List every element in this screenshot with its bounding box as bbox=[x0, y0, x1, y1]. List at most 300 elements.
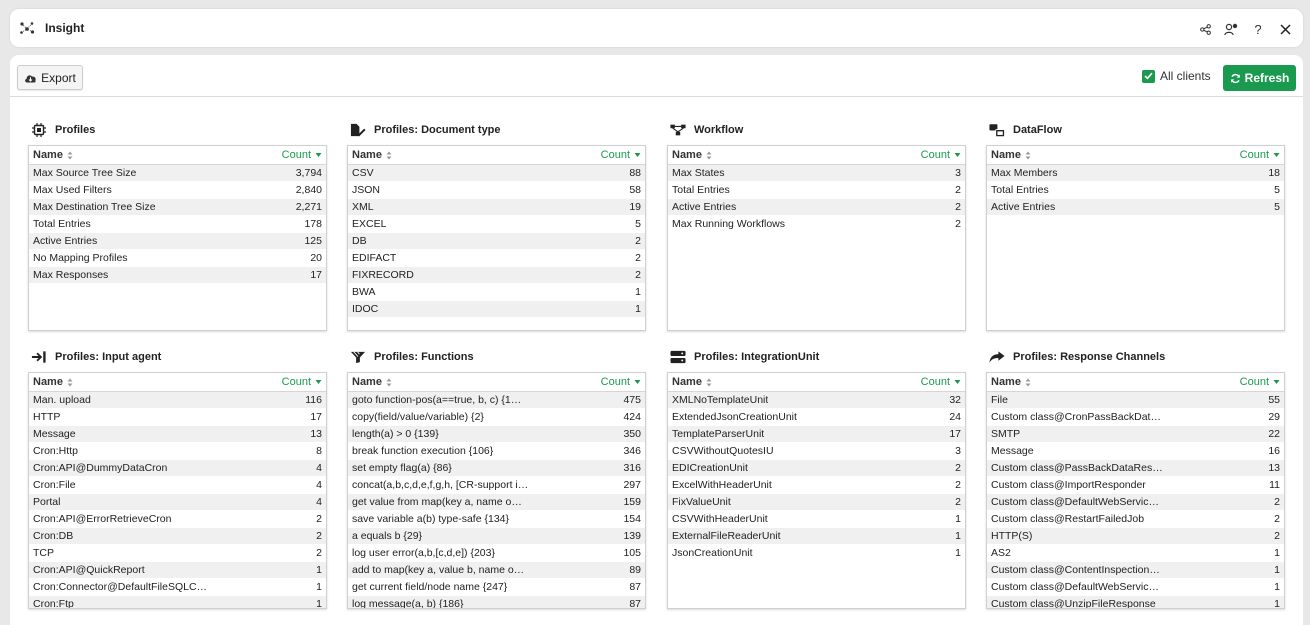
count-column-header[interactable]: Count bbox=[1240, 149, 1280, 161]
row-count: 2 bbox=[635, 235, 641, 247]
row-count: 2,271 bbox=[295, 201, 322, 213]
row-count: 4 bbox=[316, 479, 322, 491]
row-count: 350 bbox=[623, 428, 641, 440]
table-header bbox=[29, 373, 326, 392]
table-row[interactable] bbox=[987, 562, 1284, 579]
row-count: 4 bbox=[316, 496, 322, 508]
sort-icon bbox=[386, 378, 392, 387]
table-row[interactable] bbox=[668, 477, 965, 494]
count-column-header[interactable]: Count bbox=[601, 149, 641, 161]
count-column-header[interactable]: Count bbox=[921, 376, 961, 388]
row-name: Message bbox=[33, 428, 76, 440]
row-name: a equals b {29} bbox=[352, 530, 423, 542]
sort-desc-icon bbox=[1273, 379, 1280, 385]
row-name: Custom class@RestartFailedJob bbox=[991, 513, 1145, 525]
data-table bbox=[28, 145, 327, 331]
row-count: 1 bbox=[955, 547, 961, 559]
row-name: TemplateParserUnit bbox=[672, 428, 765, 440]
table-row[interactable] bbox=[668, 426, 965, 443]
row-count: 2 bbox=[316, 547, 322, 559]
table-row[interactable] bbox=[29, 477, 326, 494]
table-row[interactable] bbox=[668, 460, 965, 477]
table-row[interactable] bbox=[29, 250, 326, 267]
row-name: ExcelWithHeaderUnit bbox=[672, 479, 772, 491]
row-name: HTTP(S) bbox=[991, 530, 1033, 542]
panel-title: Profiles: Document type bbox=[374, 124, 501, 136]
row-name: Total Entries bbox=[991, 184, 1049, 196]
row-count: 5 bbox=[1274, 201, 1280, 213]
row-name: EDICreationUnit bbox=[672, 462, 748, 474]
network-nodes-icon bbox=[19, 21, 35, 35]
row-count: 4 bbox=[316, 462, 322, 474]
row-count: 125 bbox=[304, 235, 322, 247]
table-header bbox=[668, 146, 965, 165]
table-row[interactable] bbox=[29, 216, 326, 233]
row-name: Custom class@UnzipFileResponse bbox=[991, 598, 1156, 609]
table-row[interactable] bbox=[348, 494, 645, 511]
row-count: 11 bbox=[1269, 479, 1280, 491]
row-count: 5 bbox=[1274, 184, 1280, 196]
table-header bbox=[348, 373, 645, 392]
close-icon bbox=[1280, 24, 1291, 35]
table-row[interactable] bbox=[987, 426, 1284, 443]
table-row[interactable] bbox=[348, 250, 645, 267]
row-count: 154 bbox=[623, 513, 641, 525]
row-name: save variable a(b) type-safe {134} bbox=[352, 513, 510, 525]
table-row[interactable] bbox=[668, 409, 965, 426]
row-name: set empty flag(a) {86} bbox=[352, 462, 452, 474]
table-row[interactable] bbox=[348, 182, 645, 199]
row-count: 55 bbox=[1268, 394, 1280, 406]
table-row[interactable] bbox=[987, 477, 1284, 494]
row-name: Custom class@DefaultWebServic… bbox=[991, 496, 1160, 508]
row-count: 88 bbox=[629, 167, 641, 179]
table-row[interactable] bbox=[29, 562, 326, 579]
row-name: Cron:Ftp bbox=[33, 598, 74, 609]
row-name: BWA bbox=[352, 286, 376, 298]
row-count: 1 bbox=[316, 564, 322, 576]
row-count: 22 bbox=[1268, 428, 1280, 440]
row-name: log message(a, b) {186} bbox=[352, 598, 464, 609]
refresh-icon bbox=[1230, 73, 1241, 84]
row-name: Max Used Filters bbox=[33, 184, 112, 196]
table-row[interactable] bbox=[668, 216, 965, 233]
data-table bbox=[667, 145, 966, 331]
row-count: 87 bbox=[629, 598, 641, 609]
table-row[interactable] bbox=[348, 392, 645, 409]
table-row[interactable] bbox=[29, 392, 326, 409]
sort-desc-icon bbox=[315, 152, 322, 158]
table-row[interactable] bbox=[668, 494, 965, 511]
row-count: 297 bbox=[623, 479, 641, 491]
row-name: concat(a,b,c,d,e,f,g,h, [CR-support i… bbox=[352, 479, 529, 491]
table-row[interactable] bbox=[348, 562, 645, 579]
row-name: DB bbox=[352, 235, 367, 247]
sort-icon bbox=[1025, 378, 1031, 387]
count-column-header[interactable]: Count bbox=[921, 149, 961, 161]
row-name: FIXRECORD bbox=[352, 269, 414, 281]
checkmark-icon bbox=[1144, 72, 1153, 80]
row-count: 1 bbox=[955, 513, 961, 525]
table-row[interactable] bbox=[348, 301, 645, 318]
table-row[interactable] bbox=[348, 511, 645, 528]
row-count: 1 bbox=[955, 530, 961, 542]
row-name: Max Destination Tree Size bbox=[33, 201, 156, 213]
filter-icon bbox=[350, 350, 366, 364]
data-table bbox=[667, 372, 966, 609]
sort-desc-icon bbox=[1273, 152, 1280, 158]
row-name: TCP bbox=[33, 547, 54, 559]
row-count: 17 bbox=[949, 428, 961, 440]
table-row[interactable] bbox=[668, 165, 965, 182]
data-table bbox=[347, 145, 646, 331]
title-bar bbox=[10, 9, 1303, 47]
refresh-label: Refresh bbox=[1244, 71, 1290, 85]
table-row[interactable] bbox=[348, 426, 645, 443]
name-column-header[interactable]: Name bbox=[33, 149, 73, 161]
row-count: 316 bbox=[623, 462, 641, 474]
table-row[interactable] bbox=[987, 443, 1284, 460]
panel-title: Profiles bbox=[55, 124, 96, 136]
table-row[interactable] bbox=[668, 182, 965, 199]
refresh-button[interactable] bbox=[1223, 65, 1296, 91]
row-name: CSV bbox=[352, 167, 374, 179]
name-column-header[interactable]: Name bbox=[991, 376, 1031, 388]
data-table bbox=[28, 372, 327, 609]
row-count: 18 bbox=[1268, 167, 1280, 179]
row-name: JSON bbox=[352, 184, 381, 196]
count-column-header[interactable]: Count bbox=[601, 376, 641, 388]
row-name: XMLNoTemplateUnit bbox=[672, 394, 769, 406]
table-header bbox=[668, 373, 965, 392]
row-count: 2 bbox=[1274, 530, 1280, 542]
row-count: 2 bbox=[316, 530, 322, 542]
name-column-header[interactable]: Name bbox=[352, 149, 392, 161]
sort-desc-icon bbox=[954, 152, 961, 158]
table-row[interactable] bbox=[29, 267, 326, 284]
sort-desc-icon bbox=[954, 379, 961, 385]
table-row[interactable] bbox=[348, 596, 645, 609]
window-title: Insight bbox=[45, 21, 85, 35]
row-count: 105 bbox=[623, 547, 641, 559]
panel-dataflow bbox=[986, 119, 1285, 331]
row-name: Active Entries bbox=[33, 235, 98, 247]
row-count: 1 bbox=[1274, 564, 1280, 576]
sort-desc-icon bbox=[315, 379, 322, 385]
table-row[interactable] bbox=[987, 511, 1284, 528]
help-icon: ? bbox=[1254, 21, 1262, 37]
toolbar bbox=[10, 55, 1303, 97]
all-clients-label: All clients bbox=[1160, 69, 1211, 83]
user-settings-button[interactable] bbox=[1222, 20, 1240, 38]
row-name: Man. upload bbox=[33, 394, 91, 406]
table-row[interactable] bbox=[987, 182, 1284, 199]
row-name: EXCEL bbox=[352, 218, 387, 230]
row-count: 58 bbox=[629, 184, 641, 196]
row-name: Cron:File bbox=[33, 479, 76, 491]
row-name: Cron:Connector@DefaultFileSQLC… bbox=[33, 581, 208, 593]
count-column-header[interactable]: Count bbox=[282, 149, 322, 161]
document-edit-icon bbox=[350, 122, 366, 138]
row-count: 346 bbox=[623, 445, 641, 457]
table-row[interactable] bbox=[348, 579, 645, 596]
table-row[interactable] bbox=[987, 460, 1284, 477]
row-name: Custom class@CronPassBackDat… bbox=[991, 411, 1161, 423]
row-name: Custom class@ImportResponder bbox=[991, 479, 1146, 491]
share-button[interactable] bbox=[1196, 20, 1214, 38]
row-name: get value from map(key a, name o… bbox=[352, 496, 522, 508]
data-table bbox=[347, 372, 646, 609]
table-row[interactable] bbox=[987, 199, 1284, 216]
row-count: 1 bbox=[1274, 598, 1280, 609]
table-row[interactable] bbox=[348, 284, 645, 301]
row-name: AS2 bbox=[991, 547, 1011, 559]
table-row[interactable] bbox=[29, 460, 326, 477]
row-name: Portal bbox=[33, 496, 61, 508]
table-row[interactable] bbox=[29, 528, 326, 545]
panel-title: DataFlow bbox=[1013, 124, 1062, 136]
table-row[interactable] bbox=[29, 596, 326, 609]
row-count: 1 bbox=[1274, 547, 1280, 559]
row-name: Total Entries bbox=[672, 184, 730, 196]
row-name: ExtendedJsonCreationUnit bbox=[672, 411, 797, 423]
row-name: length(a) > 0 {139} bbox=[352, 428, 439, 440]
table-row[interactable] bbox=[668, 545, 965, 562]
row-name: add to map(key a, value b, name o… bbox=[352, 564, 525, 576]
table-row[interactable] bbox=[29, 182, 326, 199]
table-row[interactable] bbox=[668, 199, 965, 216]
table-row[interactable] bbox=[29, 494, 326, 511]
table-row[interactable] bbox=[348, 267, 645, 284]
export-label: Export bbox=[41, 70, 76, 85]
panel-title: Profiles: IntegrationUnit bbox=[694, 351, 820, 363]
row-name: SMTP bbox=[991, 428, 1021, 440]
row-count: 178 bbox=[304, 218, 322, 230]
table-row[interactable] bbox=[348, 165, 645, 182]
row-name: Total Entries bbox=[33, 218, 91, 230]
row-count: 1 bbox=[316, 598, 322, 609]
row-count: 13 bbox=[310, 428, 322, 440]
row-name: Custom class@PassBackDataRes… bbox=[991, 462, 1163, 474]
dataflow-icon bbox=[989, 123, 1005, 138]
name-column-header[interactable]: Name bbox=[672, 149, 712, 161]
workflow-icon bbox=[670, 123, 686, 137]
table-row[interactable] bbox=[668, 528, 965, 545]
chip-icon bbox=[31, 122, 47, 138]
row-count: 2 bbox=[635, 269, 641, 281]
count-column-header[interactable]: Count bbox=[282, 376, 322, 388]
row-count: 1 bbox=[635, 286, 641, 298]
row-count: 2 bbox=[316, 513, 322, 525]
row-name: Cron:API@DummyDataCron bbox=[33, 462, 168, 474]
row-name: Active Entries bbox=[991, 201, 1056, 213]
table-row[interactable] bbox=[348, 409, 645, 426]
row-count: 2 bbox=[635, 252, 641, 264]
row-name: HTTP bbox=[33, 411, 61, 423]
user-gear-icon bbox=[1224, 23, 1238, 36]
row-count: 17 bbox=[310, 269, 322, 281]
row-count: 475 bbox=[623, 394, 641, 406]
name-column-header[interactable]: Name bbox=[352, 376, 392, 388]
row-name: get current field/node name {247} bbox=[352, 581, 508, 593]
table-row[interactable] bbox=[348, 477, 645, 494]
name-column-header[interactable]: Name bbox=[33, 376, 73, 388]
row-name: Max Responses bbox=[33, 269, 109, 281]
row-count: 8 bbox=[316, 445, 322, 457]
row-count: 20 bbox=[310, 252, 322, 264]
table-row[interactable] bbox=[987, 579, 1284, 596]
row-count: 2 bbox=[955, 496, 961, 508]
row-name: CSVWithHeaderUnit bbox=[672, 513, 768, 525]
row-count: 89 bbox=[629, 564, 641, 576]
sort-desc-icon bbox=[634, 152, 641, 158]
row-count: 2 bbox=[955, 184, 961, 196]
row-name: Cron:DB bbox=[33, 530, 74, 542]
row-name: EDIFACT bbox=[352, 252, 397, 264]
row-name: Custom class@DefaultWebServic… bbox=[991, 581, 1160, 593]
table-header bbox=[29, 146, 326, 165]
table-row[interactable] bbox=[348, 199, 645, 216]
export-button[interactable] bbox=[17, 65, 83, 90]
count-column-header[interactable]: Count bbox=[1240, 376, 1280, 388]
row-name: Custom class@ContentInspection… bbox=[991, 564, 1160, 576]
row-name: Active Entries bbox=[672, 201, 737, 213]
row-count: 1 bbox=[1274, 581, 1280, 593]
table-row[interactable] bbox=[348, 216, 645, 233]
row-name: JsonCreationUnit bbox=[672, 547, 753, 559]
table-row[interactable] bbox=[29, 443, 326, 460]
help-button[interactable] bbox=[1249, 20, 1267, 38]
row-count: 2 bbox=[1274, 496, 1280, 508]
table-row[interactable] bbox=[29, 579, 326, 596]
row-count: 2 bbox=[955, 218, 961, 230]
row-count: 2 bbox=[955, 462, 961, 474]
row-name: Max Running Workflows bbox=[672, 218, 786, 230]
close-button[interactable] bbox=[1276, 20, 1294, 38]
table-row[interactable] bbox=[348, 528, 645, 545]
panel-workflow bbox=[667, 119, 966, 331]
row-count: 2,840 bbox=[295, 184, 322, 196]
table-row[interactable] bbox=[668, 443, 965, 460]
input-arrow-icon bbox=[31, 350, 47, 364]
row-name: Cron:Http bbox=[33, 445, 78, 457]
row-count: 3 bbox=[955, 167, 961, 179]
table-row[interactable] bbox=[987, 596, 1284, 609]
table-row[interactable] bbox=[29, 199, 326, 216]
name-column-header[interactable]: Name bbox=[991, 149, 1031, 161]
row-name: Cron:API@ErrorRetrieveCron bbox=[33, 513, 172, 525]
panel-document-type bbox=[347, 119, 646, 331]
row-name: Max States bbox=[672, 167, 725, 179]
all-clients-toggle[interactable] bbox=[1142, 69, 1211, 83]
name-column-header[interactable]: Name bbox=[672, 376, 712, 388]
table-row[interactable] bbox=[348, 460, 645, 477]
table-row[interactable] bbox=[348, 545, 645, 562]
table-row[interactable] bbox=[987, 528, 1284, 545]
row-count: 16 bbox=[1268, 445, 1280, 457]
table-row[interactable] bbox=[29, 511, 326, 528]
table-header bbox=[348, 146, 645, 165]
row-name: log user error(a,b,[c,d,e]) {203} bbox=[352, 547, 495, 559]
panel-title: Profiles: Response Channels bbox=[1013, 351, 1166, 363]
panel-integration-unit bbox=[667, 346, 966, 609]
all-clients-checkbox[interactable] bbox=[1142, 70, 1155, 83]
row-count: 19 bbox=[629, 201, 641, 213]
sort-icon bbox=[1025, 151, 1031, 160]
table-row[interactable] bbox=[29, 233, 326, 250]
row-count: 116 bbox=[305, 394, 322, 406]
table-row[interactable] bbox=[987, 165, 1284, 182]
row-name: Message bbox=[991, 445, 1034, 457]
row-count: 13 bbox=[1268, 462, 1280, 474]
table-header bbox=[987, 146, 1284, 165]
row-count: 24 bbox=[949, 411, 961, 423]
panel-profiles bbox=[28, 119, 327, 331]
row-name: IDOC bbox=[352, 303, 379, 315]
table-row[interactable] bbox=[668, 511, 965, 528]
row-count: 1 bbox=[635, 303, 641, 315]
sort-icon bbox=[67, 378, 73, 387]
row-count: 32 bbox=[949, 394, 961, 406]
sort-icon bbox=[706, 151, 712, 160]
row-count: 17 bbox=[310, 411, 322, 423]
panel-title: Workflow bbox=[694, 124, 744, 136]
table-row[interactable] bbox=[29, 426, 326, 443]
row-count: 3,794 bbox=[295, 167, 322, 179]
table-row[interactable] bbox=[987, 494, 1284, 511]
row-count: 2 bbox=[955, 201, 961, 213]
cloud-download-icon bbox=[24, 73, 37, 83]
row-name: XML bbox=[352, 201, 374, 213]
row-count: 29 bbox=[1268, 411, 1280, 423]
table-row[interactable] bbox=[987, 392, 1284, 409]
table-row[interactable] bbox=[668, 392, 965, 409]
table-row[interactable] bbox=[29, 545, 326, 562]
row-count: 1 bbox=[316, 581, 322, 593]
panel-functions bbox=[347, 346, 646, 609]
row-name: FixValueUnit bbox=[672, 496, 731, 508]
row-name: Cron:API@QuickReport bbox=[33, 564, 145, 576]
row-name: Max Source Tree Size bbox=[33, 167, 137, 179]
row-count: 2 bbox=[1274, 513, 1280, 525]
table-row[interactable] bbox=[348, 443, 645, 460]
row-count: 424 bbox=[623, 411, 641, 423]
table-row[interactable] bbox=[987, 545, 1284, 562]
row-name: CSVWithoutQuotesIU bbox=[672, 445, 774, 457]
row-count: 139 bbox=[623, 530, 641, 542]
row-name: File bbox=[991, 394, 1008, 406]
data-table bbox=[986, 145, 1285, 331]
table-header bbox=[987, 373, 1284, 392]
table-row[interactable] bbox=[29, 165, 326, 182]
row-name: goto function-pos(a==true, b, c) {1… bbox=[352, 394, 522, 406]
row-count: 3 bbox=[955, 445, 961, 457]
panel-title: Profiles: Functions bbox=[374, 351, 474, 363]
row-name: ExternalFileReaderUnit bbox=[672, 530, 781, 542]
row-name: Max Members bbox=[991, 167, 1058, 179]
panel-input-agent bbox=[28, 346, 327, 609]
sort-icon bbox=[706, 378, 712, 387]
table-row[interactable] bbox=[987, 409, 1284, 426]
table-row[interactable] bbox=[29, 409, 326, 426]
share-arrow-icon bbox=[989, 350, 1005, 364]
table-row[interactable] bbox=[348, 233, 645, 250]
row-count: 87 bbox=[629, 581, 641, 593]
server-icon bbox=[670, 350, 686, 364]
row-count: 5 bbox=[635, 218, 641, 230]
sort-desc-icon bbox=[634, 379, 641, 385]
row-count: 159 bbox=[623, 496, 641, 508]
